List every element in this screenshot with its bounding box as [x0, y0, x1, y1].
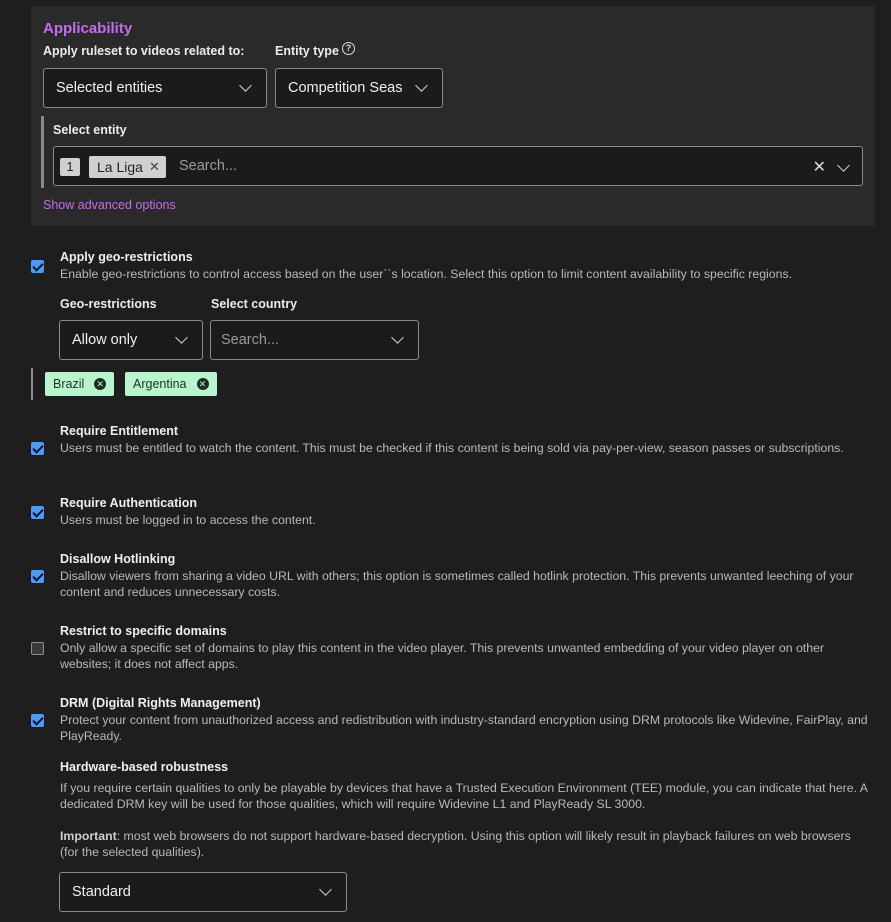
require-entitlement-desc: Users must be entitled to watch the content. This must be checked if this content is being sold via pay-per-view, season passes or subscriptions.	[60, 441, 844, 455]
require-authentication-title: Require Authentication	[60, 496, 198, 510]
require-authentication-desc: Users must be logged in to access the content.	[60, 513, 316, 527]
chevron-down-icon	[391, 331, 404, 344]
selected-count-badge: 1	[60, 158, 80, 176]
help-icon[interactable]: ?	[342, 42, 355, 55]
hardware-robustness-value: Standard	[72, 884, 131, 900]
chevron-down-icon	[319, 883, 332, 896]
select-entity-label: Select entity	[53, 123, 127, 137]
entity-section-bar	[41, 116, 44, 188]
restrict-domains-desc: Only allow a specific set of domains to play this content in the video player. This prevents unwanted embedding of your video player on other websites; it does not affect apps.	[60, 641, 824, 671]
chevron-down-icon	[239, 79, 252, 92]
restrict-domains-checkbox[interactable]	[31, 642, 44, 655]
restrict-domains-title: Restrict to specific domains	[60, 624, 227, 638]
panel-title: Applicability	[43, 20, 133, 37]
require-entitlement-title: Require Entitlement	[60, 424, 179, 438]
entity-type-value: Competition Seas	[288, 80, 403, 96]
country-tag-label: Argentina	[133, 377, 187, 391]
disallow-hotlinking-checkbox[interactable]	[31, 570, 44, 583]
entity-type-select[interactable]	[275, 68, 443, 108]
country-search-input: Search...	[221, 332, 280, 348]
hardware-important-note	[60, 828, 870, 860]
hardware-robustness-title: Hardware-based robustness	[60, 760, 229, 774]
geo-restrictions-desc: Enable geo-restrictions to control access based on the user``s location. Select this option to limit content availability to specific regions.	[60, 267, 793, 281]
select-country-label: Select country	[211, 297, 298, 311]
show-advanced-options-link[interactable]: Show advanced options	[43, 198, 176, 212]
drm-checkbox[interactable]	[31, 714, 44, 727]
drm-title: DRM (Digital Rights Management)	[60, 696, 261, 710]
disallow-hotlinking-desc: Disallow viewers from sharing a video URL with others; this option is sometimes called hotlink protection. This prevents unwanted leeching of your content and reduces unnecessary costs.	[60, 569, 854, 599]
apply-ruleset-value: Selected entities	[56, 80, 163, 96]
entity-search-input[interactable]: Search...	[179, 158, 238, 174]
remove-tag-icon[interactable]: ✕	[94, 378, 106, 390]
drm-desc: Protect your content from unauthorized access and redistribution with industry-standard encryption using DRM protocols like Widevine, FairPlay, and PlayReady.	[60, 713, 868, 743]
country-tag	[125, 372, 217, 396]
hardware-robustness-select[interactable]	[59, 872, 347, 912]
geo-restrictions-title: Apply geo-restrictions	[60, 250, 193, 264]
hardware-robustness-desc: If you require certain qualities to only be playable by devices that have a Trusted Execution Environment (TEE) module, you can indicate that here. A dedicated DRM key will be used for those qualities, which will require Widevine L1 and PlayReady SL 3000.	[60, 781, 868, 811]
disallow-hotlinking-title: Disallow Hotlinking	[60, 552, 176, 566]
chevron-down-icon	[415, 79, 428, 92]
geo-restrictions-checkbox[interactable]	[31, 260, 44, 273]
geo-restrictions-label: Geo-restrictions	[60, 297, 157, 311]
country-tag-label: Brazil	[53, 377, 85, 391]
require-authentication-checkbox[interactable]	[31, 506, 44, 519]
geo-restrictions-value: Allow only	[72, 332, 138, 348]
applicability-panel	[31, 6, 875, 226]
apply-ruleset-select[interactable]	[43, 68, 267, 108]
chevron-down-icon[interactable]	[837, 159, 850, 172]
important-text: : most web browsers do not support hardware-based decryption. Using this option will likely result in playback failures on web browsers (for the selected qualities).	[60, 829, 851, 859]
geo-restrictions-select[interactable]	[59, 320, 203, 360]
remove-tag-icon[interactable]: ✕	[197, 378, 209, 390]
country-tag	[45, 372, 114, 396]
clear-icon[interactable]: ✕	[812, 159, 826, 176]
entity-type-label: Entity type	[275, 44, 339, 58]
require-entitlement-checkbox[interactable]	[31, 442, 44, 455]
apply-ruleset-label: Apply ruleset to videos related to:	[43, 44, 245, 58]
country-select[interactable]	[210, 320, 419, 360]
entity-chip-label: La Liga	[97, 159, 143, 175]
important-label: Important	[60, 829, 117, 843]
entity-chip	[89, 156, 166, 178]
chevron-down-icon	[175, 331, 188, 344]
country-tags-bar	[31, 368, 33, 400]
entity-multiselect[interactable]	[53, 146, 863, 186]
remove-chip-icon[interactable]: ✕	[148, 159, 160, 174]
